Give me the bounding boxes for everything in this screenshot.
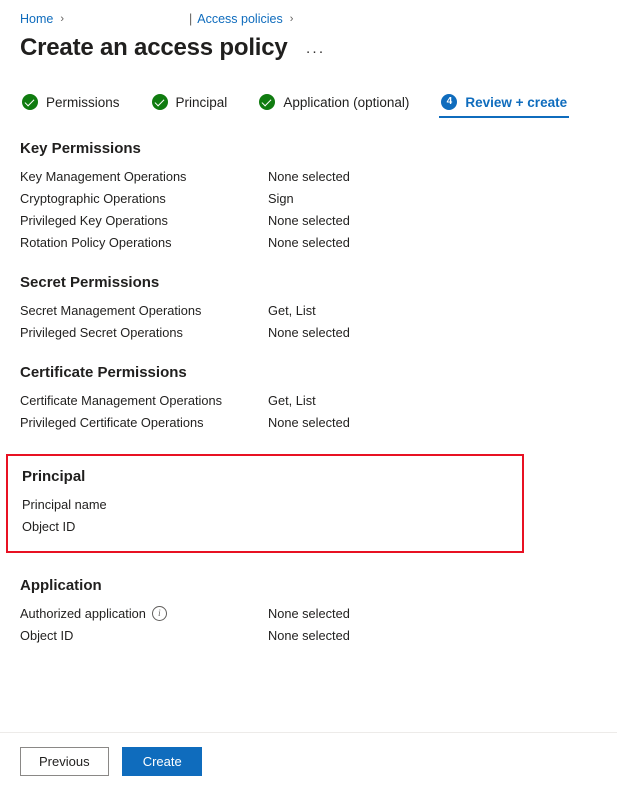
review-row bbox=[20, 191, 597, 206]
review-row bbox=[20, 606, 597, 621]
row-label: Key Management Operations bbox=[20, 169, 187, 184]
row-value: None selected bbox=[268, 213, 350, 228]
row-value: Get, List bbox=[268, 303, 316, 318]
review-row bbox=[20, 235, 597, 250]
section-title: Certificate Permissions bbox=[20, 364, 187, 381]
row-label: Privileged Certificate Operations bbox=[20, 415, 204, 430]
row-value: None selected bbox=[268, 169, 350, 184]
tab-application[interactable] bbox=[257, 86, 411, 118]
section-application bbox=[20, 577, 597, 643]
review-row bbox=[20, 169, 597, 184]
review-content bbox=[0, 140, 617, 643]
wizard-tabs bbox=[0, 84, 617, 118]
page-header bbox=[0, 28, 617, 62]
row-label: Object ID bbox=[20, 628, 74, 643]
row-label: Principal name bbox=[22, 497, 107, 512]
review-row bbox=[22, 519, 508, 534]
breadcrumb-item-home[interactable]: Home bbox=[20, 12, 54, 26]
row-label-text: Authorized application bbox=[20, 606, 146, 621]
more-options-icon[interactable]: ··· bbox=[305, 42, 326, 60]
tab-review-create-label: Review + create bbox=[465, 94, 568, 110]
create-button[interactable]: Create bbox=[122, 747, 202, 776]
check-circle-icon bbox=[152, 94, 168, 110]
section-title: Principal bbox=[22, 468, 86, 485]
breadcrumb-separator-icon-2: › bbox=[289, 13, 294, 25]
breadcrumb-item-access-policies[interactable]: Access policies bbox=[197, 12, 283, 26]
section-principal bbox=[6, 454, 524, 553]
tab-review-create[interactable] bbox=[439, 86, 569, 118]
row-value: Sign bbox=[268, 191, 294, 206]
step-number-badge: 4 bbox=[441, 94, 457, 110]
tab-application-label: Application (optional) bbox=[283, 94, 410, 110]
review-row bbox=[20, 213, 597, 228]
row-label: Object ID bbox=[22, 519, 76, 534]
row-value: None selected bbox=[268, 628, 350, 643]
breadcrumb-pipe: | bbox=[189, 12, 193, 26]
review-row bbox=[22, 497, 508, 512]
section-title: Application bbox=[20, 577, 102, 594]
review-row bbox=[20, 415, 597, 430]
check-circle-icon bbox=[259, 94, 275, 110]
section-title: Key Permissions bbox=[20, 140, 141, 157]
row-value: None selected bbox=[268, 606, 350, 621]
row-value: None selected bbox=[268, 325, 350, 340]
page-title: Create an access policy bbox=[20, 34, 288, 61]
row-label: Certificate Management Operations bbox=[20, 393, 223, 408]
row-value: Get, List bbox=[268, 393, 316, 408]
info-icon[interactable]: i bbox=[152, 606, 167, 621]
breadcrumb bbox=[0, 0, 617, 28]
row-label bbox=[20, 606, 268, 621]
tab-permissions-label: Permissions bbox=[46, 94, 120, 110]
section-certificate-permissions bbox=[20, 364, 597, 430]
tab-permissions[interactable] bbox=[20, 86, 122, 118]
check-circle-icon bbox=[22, 94, 38, 110]
row-label: Cryptographic Operations bbox=[20, 191, 166, 206]
section-title: Secret Permissions bbox=[20, 274, 160, 291]
row-label: Secret Management Operations bbox=[20, 303, 202, 318]
review-row bbox=[20, 303, 597, 318]
section-secret-permissions bbox=[20, 274, 597, 340]
wizard-footer bbox=[0, 732, 617, 792]
row-value: None selected bbox=[268, 415, 350, 430]
review-row bbox=[20, 393, 597, 408]
review-row bbox=[20, 325, 597, 340]
row-value: None selected bbox=[268, 235, 350, 250]
row-label: Rotation Policy Operations bbox=[20, 235, 172, 250]
breadcrumb-separator-icon: › bbox=[60, 13, 65, 25]
row-label: Privileged Key Operations bbox=[20, 213, 168, 228]
tab-principal[interactable] bbox=[150, 86, 230, 118]
row-label: Privileged Secret Operations bbox=[20, 325, 183, 340]
tab-principal-label: Principal bbox=[175, 94, 228, 110]
review-row bbox=[20, 628, 597, 643]
previous-button[interactable]: Previous bbox=[20, 747, 109, 776]
section-key-permissions bbox=[20, 140, 597, 250]
